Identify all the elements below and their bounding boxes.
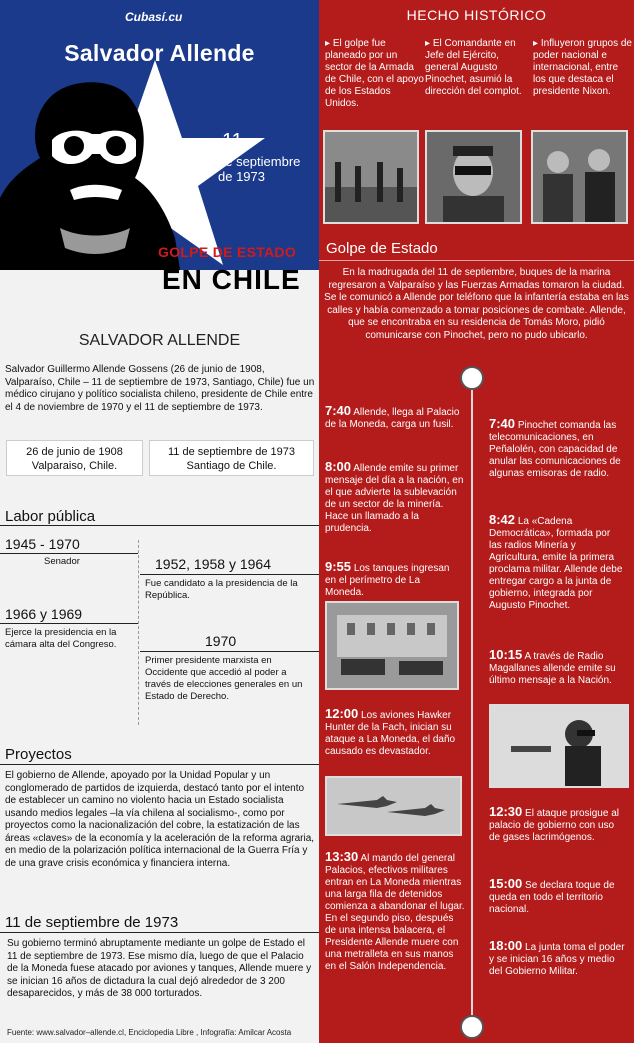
event-text: Los tanques ingresan en el perímetro de La Moneda.	[325, 563, 450, 598]
fact-item	[425, 38, 525, 98]
allende-portrait-illustration	[0, 78, 180, 270]
labor-text: Primer presidente marxista en Occidente que accedió al poder a través de elecciones generales en un Estado de Derecho.	[145, 655, 303, 702]
photo-allende-radio	[489, 704, 629, 788]
septiembre-text: Su gobierno terminó abruptamente mediante un golpe de Estado el 11 de septiembre de 1973. Ese mismo día, luego de que el Palacio de la Moneda fuese atacado por aviones y tanques, Allende muere y se inician 16 años de dictadura la cual dejó alrededor de 3 200 desaparecidos, y más de 38 000 torturados.	[7, 938, 312, 999]
labor-year-rule	[0, 623, 138, 624]
golpe-heading: Golpe de Estado	[326, 240, 438, 257]
labor-text: Senador	[44, 556, 80, 567]
hero-day: 11	[222, 130, 243, 152]
timeline-line	[471, 378, 473, 1028]
death-date: 11 de septiembre de 1973	[168, 446, 295, 458]
labor-year-rule	[140, 574, 319, 575]
fact-item	[533, 38, 633, 98]
hero-chile-label: EN CHILE	[162, 264, 301, 295]
timeline-event	[325, 851, 465, 973]
proyectos-heading: Proyectos	[5, 746, 72, 763]
photo-jets	[325, 776, 462, 836]
hero-title: Salvador Allende	[64, 40, 255, 66]
timeline-event	[489, 878, 624, 916]
timeline-event	[489, 806, 624, 844]
event-time: 18:00	[489, 938, 523, 953]
birth-box	[6, 440, 143, 476]
bullet-icon: ▸	[533, 38, 541, 49]
photo-nixon-group	[531, 130, 628, 224]
timeline-event	[325, 461, 465, 535]
source-credit: Fuente: www.salvador–allende.cl, Enciclopedia Libre , Infografía: Amilcar Acosta	[7, 1028, 292, 1037]
event-text: Se declara toque de queda en todo el territorio nacional.	[489, 880, 615, 915]
photo-soldiers	[323, 130, 419, 224]
bio-text: Salvador Guillermo Allende Gossens (26 de junio de 1908, Valparaíso, Chile – 11 de septiembre de 1973, Santiago, Chile) fue un médico cirujano y político socialista chileno, presidente de Chile entre el 4 de noviembre de 1970 y el 11 de septiembre de 1973.	[5, 364, 315, 413]
right-column	[319, 0, 634, 1043]
event-time: 10:15	[489, 647, 523, 662]
timeline-event	[325, 561, 460, 599]
death-box	[149, 440, 314, 476]
clock-icon	[460, 1015, 484, 1039]
hecho-heading: HECHO HISTÓRICO	[406, 7, 547, 23]
event-time: 7:40	[489, 416, 516, 431]
timeline-event	[325, 405, 460, 431]
event-text: Pinochet comanda las telecomunicaciones, en Peñalolén, con capacidad de anular las comunicaciones de algunas emisoras de radio.	[489, 420, 621, 479]
hero-banner	[0, 0, 319, 318]
labor-years: 1970	[205, 633, 237, 649]
event-time: 12:30	[489, 804, 523, 819]
event-time: 8:42	[489, 512, 516, 527]
death-place: Santiago de Chile.	[186, 460, 277, 472]
labor-years: 1966 y 1969	[5, 606, 83, 622]
hero-date-line: de septiembre	[218, 154, 301, 169]
event-text: Allende emite su primer mensaje del día a la nación, en el que advierte la sublevación de un sector de la minería. Hace un llamado a la prudencia.	[325, 463, 464, 534]
labor-timeline-line	[138, 540, 139, 725]
hero-date-line: de 1973	[218, 169, 265, 184]
fact-text: El golpe fue planeado por un sector de la Armada de Chile, con el apoyo de los Estados Unidos.	[325, 38, 424, 109]
fact-text: El Comandante en Jefe del Ejército, general Augusto Pinochet, asumió la dirección del complot.	[425, 38, 522, 97]
event-time: 9:55	[325, 559, 352, 574]
event-time: 8:00	[325, 459, 352, 474]
event-text: Los aviones Hawker Hunter de la Fach, inician su ataque a La Moneda, el daño causado es devastador.	[325, 710, 456, 757]
event-time: 13:30	[325, 849, 359, 864]
bio-heading: SALVADOR ALLENDE	[78, 332, 241, 349]
golpe-divider	[319, 260, 634, 261]
labor-divider	[0, 525, 319, 526]
birth-date: 26 de junio de 1908	[26, 446, 123, 458]
hero-date	[218, 154, 300, 184]
left-content	[0, 318, 319, 1043]
event-text: La junta toma el poder y se inician 16 años y medio del Gobierno Militar.	[489, 942, 625, 977]
clock-icon	[460, 366, 484, 390]
fact-item	[325, 38, 425, 110]
bullet-icon: ▸	[425, 38, 433, 49]
photo-tanks-moneda	[325, 601, 459, 690]
labor-text: Fue candidato a la presidencia de la República.	[145, 578, 298, 601]
labor-years: 1952, 1958 y 1964	[155, 556, 271, 572]
labor-years: 1945 - 1970	[5, 536, 80, 552]
timeline-event	[325, 708, 465, 758]
fact-text: Influyeron grupos de poder nacional e internacional, entre los que destaca el presidente Nixon.	[533, 38, 632, 97]
photo-pinochet	[425, 130, 522, 224]
labor-text: Ejerce la presidencia en la cámara alta del Congreso.	[5, 627, 117, 650]
event-text: Allende, llega al Palacio de la Moneda, carga un fusil.	[325, 407, 460, 430]
timeline-event	[489, 418, 634, 480]
labor-year-rule	[0, 553, 138, 554]
timeline-event	[489, 649, 634, 687]
timeline-event	[489, 940, 629, 978]
event-text: A través de Radio Magallanes allende emite su último mensaje a la Nación.	[489, 651, 616, 686]
bullet-icon: ▸	[325, 38, 333, 49]
septiembre-heading: 11 de septiembre de 1973	[5, 914, 179, 931]
event-time: 15:00	[489, 876, 523, 891]
golpe-intro: En la madrugada del 11 de septiembre, buques de la marina regresaron a Valparaíso y las Fuerzas Armadas tomaron la ciudad. Se le comunicó a Allende por teléfono que la infantería estaba en las calles y había comenzado a tomar posiciones de combate. Allende, que se encontraba en su residencia de Tomás Moro, pidió comunicarse con Pinochet, pero no pudo ubicarlo.	[324, 267, 629, 341]
site-logo[interactable]: Cubasí.cu	[125, 10, 183, 24]
hero-golpe-label: GOLPE DE ESTADO	[158, 244, 297, 260]
labor-year-rule	[140, 651, 319, 652]
event-text: Al mando del general Palacios, efectivos militares entran en La Moneda mientras una larga fila de detenidos comienza a abandonar el lugar. En el segundo piso, después de una intensa balacera, el Presidente Allende muere con una metralleta en sus manos en el Salón Independencia.	[325, 853, 465, 972]
labor-heading: Labor pública	[5, 508, 96, 525]
proyectos-text: El gobierno de Allende, apoyado por la Unidad Popular y un conglomerado de partidos de izquierda, destacó tanto por el intento de establecer un camino no violento hacia un Estado socialista usando medios legales –la vía chilena al socialismo-, como por proyectos como la nacionalización del cobre, la estatización de las áreas «claves» de la economía y la aceleración de la reforma agraria, en medio de la polarización política internacional de la Guerra Fría y de una grave crisis económica y financiera interna.	[5, 770, 315, 869]
event-time: 7:40	[325, 403, 352, 418]
proyectos-divider	[0, 764, 319, 765]
event-text: El ataque prosigue al palacio de gobierno con uso de gases lacrimógenos.	[489, 808, 619, 843]
septiembre-divider	[0, 932, 319, 933]
event-time: 12:00	[325, 706, 359, 721]
timeline-event	[489, 514, 624, 612]
event-text: La «Cadena Democrática», formada por las radios Minería y Agricultura, emite la primera proclama militar. Allende debe entregar cargo a la junta de gobierno, integrada por Augusto Pinochet.	[489, 516, 623, 611]
birth-place: Valparaiso, Chile.	[31, 460, 118, 472]
